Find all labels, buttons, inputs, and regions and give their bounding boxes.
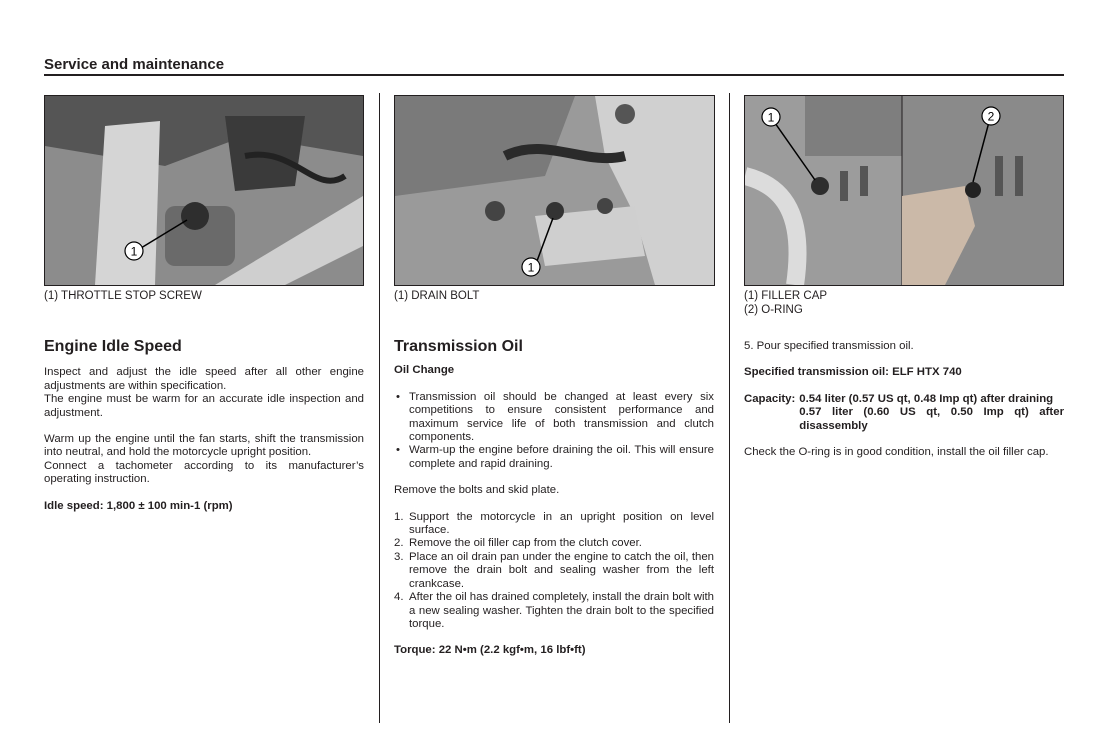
callout-filler-cap-text: 1 (767, 110, 775, 125)
photo-filler-cap (744, 95, 1064, 286)
oil-change-notes (394, 391, 714, 471)
step-number: 1. (394, 510, 404, 523)
header-rule (44, 74, 1064, 76)
note-item (394, 391, 714, 445)
step-text: After the oil has drained completely, install the drain bolt with a new sealing washer. Tighten the drain bolt to the specified torque. (409, 591, 714, 630)
oil-change-subtitle: Oil Change (394, 364, 455, 377)
note-item (394, 444, 714, 471)
column-engine-idle (44, 340, 364, 513)
section-title-transmission-oil: Transmission Oil (394, 338, 523, 355)
column-transmission-oil (394, 340, 714, 658)
remove-skid-plate: Remove the bolts and skid plate. (394, 484, 560, 497)
note-text: Transmission oil should be changed at least every six competitions to ensure consistent performance and maximum service life of both transmission and clutch components. (409, 390, 714, 444)
capacity-values (799, 393, 1064, 433)
page-header: Service and maintenance (44, 56, 225, 73)
callout-drain-text: 1 (527, 260, 535, 275)
check-o-ring: Check the O-ring is in good condition, install the oil filler cap. (744, 446, 1049, 459)
step-number: 4. (394, 591, 404, 604)
capacity-label: Capacity: (744, 392, 796, 405)
oil-change-steps (394, 511, 714, 632)
idle-para-4: Connect a tachometer according to its manufacturer’s operating instruction. (44, 459, 364, 486)
section-title-engine-idle: Engine Idle Speed (44, 338, 182, 355)
capacity-after-disassembly: 0.57 liter (0.60 US qt, 0.50 Imp qt) after disassembly (799, 406, 1064, 432)
note-text: Warm-up the engine before draining the oil. This will ensure complete and rapid draining. (409, 444, 714, 470)
specified-oil: Specified transmission oil: ELF HTX 740 (744, 366, 962, 379)
idle-para-2: The engine must be warm for an accurate idle inspection and adjustment. (44, 393, 364, 419)
caption-o-ring: (2) O-RING (744, 304, 803, 316)
bullet-marker: • (396, 444, 400, 457)
step-5: 5. Pour specified transmission oil. (744, 340, 914, 352)
torque-spec: Torque: 22 N•m (2.2 kgf•m, 16 lbf•ft) (394, 644, 586, 657)
step-item (394, 537, 714, 550)
step-number: 3. (394, 550, 404, 563)
idle-para-3: Warm up the engine until the fan starts, shift the transmission into neutral, and hold the motorcycle upright position. (44, 433, 364, 459)
capacity-after-draining: 0.54 liter (0.57 US qt, 0.48 Imp qt) after draining (799, 392, 1054, 405)
column-oil-fill (744, 340, 1064, 459)
idle-speed-spec: Idle speed: 1,800 ± 100 min-1 (rpm) (44, 499, 233, 512)
step-text: Remove the oil filler cap from the clutch cover. (409, 537, 642, 550)
callout-o-ring-text: 2 (987, 109, 995, 124)
column-divider-right (729, 93, 730, 723)
photo-throttle-stop-screw (44, 95, 364, 286)
callout-1-text: 1 (130, 244, 138, 259)
step-item (394, 591, 714, 631)
column-divider-left (379, 93, 380, 723)
step-item (394, 511, 714, 538)
capacity-spec (744, 393, 1064, 433)
step-number: 2. (394, 537, 404, 550)
step-item (394, 551, 714, 591)
idle-para-1: Inspect and adjust the idle speed after all other engine adjustments are within specification. (44, 366, 364, 392)
caption-throttle-stop-screw: (1) THROTTLE STOP SCREW (44, 290, 202, 302)
caption-drain-bolt: (1) DRAIN BOLT (394, 290, 480, 302)
caption-filler-cap: (1) FILLER CAP (744, 290, 828, 302)
step-text: Support the motorcycle in an upright position on level surface. (409, 510, 714, 537)
bullet-marker: • (396, 390, 400, 403)
photo-drain-bolt (394, 95, 715, 286)
step-text: Place an oil drain pan under the engine to catch the oil, then remove the drain bolt and sealing washer from the left crankcase. (409, 550, 714, 590)
